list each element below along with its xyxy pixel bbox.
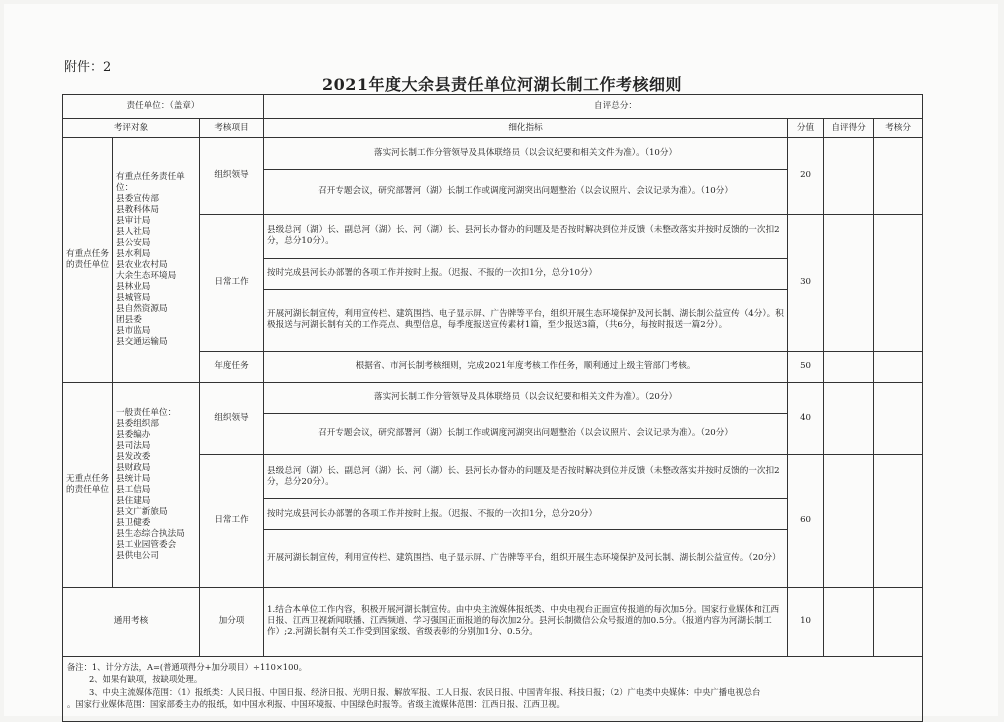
score-cell: 50 [788, 351, 824, 382]
indicator-cell: 召开专题会议，研究部署河（湖）长制工作或调度河湖突出问题整治（以会议照片、会议记录为准）。（10分） [264, 170, 788, 214]
self-score-cell[interactable] [824, 587, 874, 656]
header-self-score: 自评得分 [824, 119, 874, 138]
assess-score-cell[interactable] [874, 138, 923, 214]
group-category: 有重点任务的责任单位 [63, 138, 113, 383]
indicator-cell: 1.结合本单位工作内容，积极开展河湖长制宣传。由中央主流媒体报纸类、中央电视台正面宣传报道的每次加5分。国家行业媒体和江西日报、江西卫视新闻联播、江西频道、学习强国正面报道的每次加2分。县河长制微信公众号报道的加0.5分。（报道内容为河湖长制工作）;2.河湖长制有关工作受到国家级、省级表彰的分别加1分、0.5分。 [264, 587, 788, 656]
assess-score-cell[interactable] [874, 214, 923, 351]
score-cell: 30 [788, 214, 824, 351]
score-cell: 60 [788, 454, 824, 587]
group-category: 无重点任务的责任单位 [63, 382, 113, 587]
indicator-cell: 按时完成县河长办部署的各项工作并按时上报。（迟报、不报的一次扣1分，总分10分） [264, 258, 788, 289]
unit-list: 一般责任单位： 县委组织部 县委编办 县司法局 县发改委 县财政局 县统计局 县工信局 县住建局 县文广新旅局 县卫健委 县生态综合执法局 县工业园管委会 县供电公司 [113, 382, 200, 587]
indicator-cell: 根据省、市河长制考核细则，完成2021年度考核工作任务，顺利通过上级主管部门考核。 [264, 351, 788, 382]
indicator-cell: 按时完成县河长办部署的各项工作并按时上报。（迟报、不报的一次扣1分，总分20分） [264, 499, 788, 530]
header-item: 考核项目 [200, 119, 264, 138]
responsible-unit-cell: 责任单位：（盖章） [63, 95, 264, 119]
indicator-cell: 县级总河（湖）长、副总河（湖）长、河（湖）长、县河长办督办的问题及是否按时解决到位并反馈（未整改落实并按时反馈的一次扣2分，总分10分）。 [264, 214, 788, 258]
assessment-table [62, 94, 923, 722]
assess-score-cell[interactable] [874, 454, 923, 587]
self-score-cell[interactable] [824, 351, 874, 382]
indicator-cell: 县级总河（湖）长、副总河（湖）长、河（湖）长、县河长办督办的问题及是否按时解决到位并反馈（未整改落实并按时反馈的一次扣2分，总分20分）。 [264, 454, 788, 498]
header-target: 考评对象 [63, 119, 200, 138]
item-name: 组织领导 [200, 382, 264, 454]
header-assess-score: 考核分 [874, 119, 923, 138]
item-name: 加分项 [200, 587, 264, 656]
self-score-cell[interactable] [824, 214, 874, 351]
score-cell: 40 [788, 382, 824, 454]
assess-score-cell[interactable] [874, 351, 923, 382]
assess-score-cell[interactable] [874, 587, 923, 656]
assess-score-cell[interactable] [874, 382, 923, 454]
item-name: 组织领导 [200, 138, 264, 214]
indicator-cell: 开展河湖长制宣传，利用宣传栏、建筑围挡、电子显示屏、广告牌等平台，组织开展生态环境保护及河长制、湖长制公益宣传（4分）。积极报送与河湖长制有关的工作亮点、典型信息，每季度报送宣传素材1篇，至少报送3篇，（共6分，每按时报送一篇2分）。 [264, 289, 788, 351]
indicator-cell: 召开专题会议，研究部署河（湖）长制工作或调度河湖突出问题整治（以会议照片、会议记录为准）。（20分） [264, 413, 788, 454]
self-total-cell: 自评总分： [264, 95, 923, 119]
self-score-cell[interactable] [824, 382, 874, 454]
header-score: 分值 [788, 119, 824, 138]
attachment-label: 附件：2 [64, 60, 112, 75]
note-line: 3、中央主流媒体范围：（1）报纸类：人民日报、中国日报、经济日报、光明日报、解放军报、工人日报、农民日报、中国青年报、科技日报；（2）广电类中央媒体：中央广播电视总台 [89, 686, 761, 697]
note-line: 。国家行业媒体范围：国家部委主办的报纸，如中国水利报、中国环境报、中国绿色时报等。省级主流媒体范围：江西日报、江西卫视。 [67, 699, 565, 710]
item-name: 日常工作 [200, 454, 264, 587]
score-cell: 20 [788, 138, 824, 214]
note-line: 备注：1、计分方法，A=(普通项得分+加分项目）÷110×100。 [67, 661, 307, 672]
self-score-cell[interactable] [824, 138, 874, 214]
note-line: 2、如果有缺项，按缺项处理。 [89, 674, 203, 685]
document-title: 2021年度大余县责任单位河湖长制工作考核细则 [321, 75, 683, 94]
header-indicator: 细化指标 [264, 119, 788, 138]
general-target: 通用考核 [63, 587, 200, 656]
notes-cell [63, 656, 923, 721]
indicator-cell: 落实河长制工作分管领导及具体联络员（以会议纪要和相关文件为准）。（10分） [264, 138, 788, 170]
item-name: 年度任务 [200, 351, 264, 382]
indicator-cell: 开展河湖长制宣传，利用宣传栏、建筑围挡、电子显示屏、广告牌等平台，组织开展生态环境保护及河长制、湖长制公益宣传。（20分） [264, 530, 788, 588]
score-cell: 10 [788, 587, 824, 656]
item-name: 日常工作 [200, 214, 264, 351]
indicator-cell: 落实河长制工作分管领导及具体联络员（以会议纪要和相关文件为准）。（20分） [264, 382, 788, 413]
self-score-cell[interactable] [824, 454, 874, 587]
unit-list: 有重点任务责任单位： 县委宣传部 县教科体局 县审计局 县人社局 县公安局 县水利局 县农业农村局 大余生态环境局 县林业局 县城管局 县自然资源局 团县委 县市监局 县交通运输局 [113, 138, 200, 383]
